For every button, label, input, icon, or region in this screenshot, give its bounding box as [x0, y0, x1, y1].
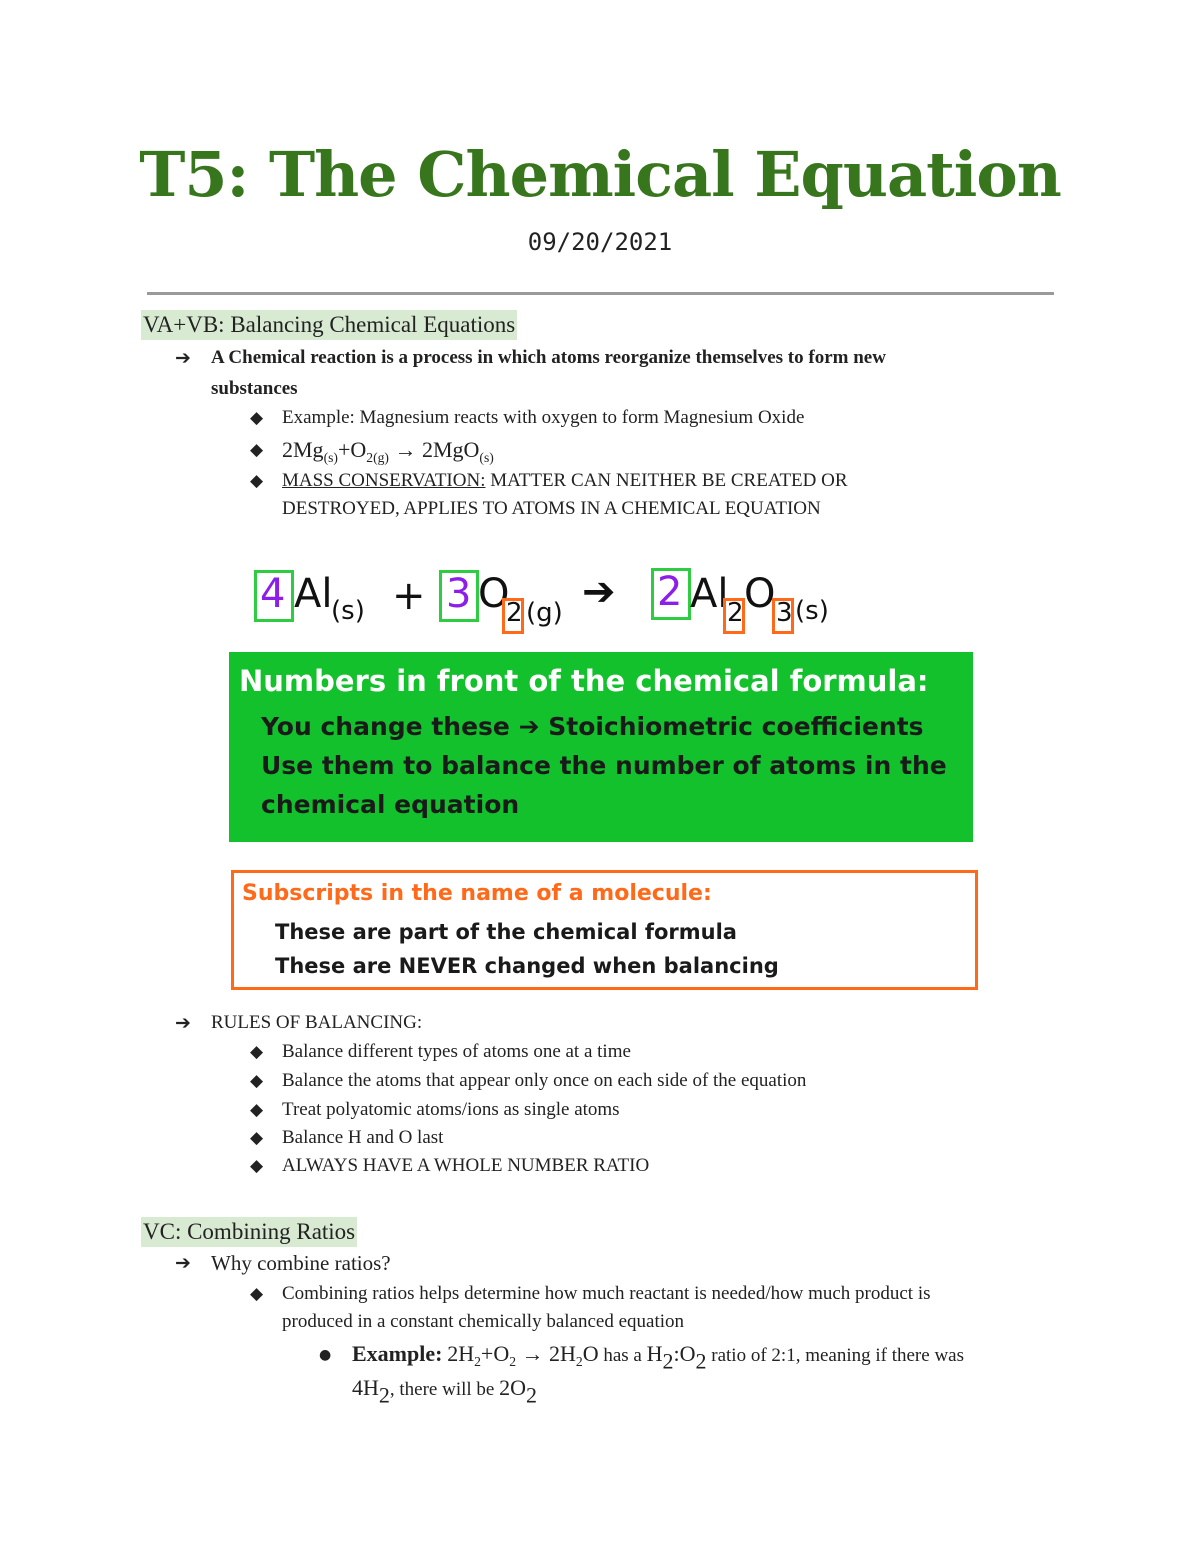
- eq-state: (s): [479, 449, 494, 465]
- arrow-bullet-icon: ➔: [175, 1012, 191, 1034]
- subscripts-callout: [231, 870, 978, 990]
- eq-part: 4H: [352, 1375, 379, 1400]
- eq-plus-o: +O: [337, 437, 367, 462]
- combine-desc-line-2: produced in a constant chemically balanced equation: [282, 1311, 685, 1332]
- combine-question: Why combine ratios?: [211, 1251, 391, 1275]
- rule-item: Treat polyatomic atoms/ions as single atoms: [282, 1099, 620, 1120]
- ratio-o: :O: [673, 1341, 696, 1366]
- example-line-2: [352, 1374, 537, 1408]
- eq-part: → 2H: [516, 1341, 576, 1366]
- callout-line: Use them to balance the number of atoms in the: [261, 751, 947, 780]
- combine-desc-line-1: Combining ratios helps determine how much reactant is needed/how much product is: [282, 1283, 931, 1304]
- example-line-1: [352, 1340, 964, 1374]
- coefficient-4: 4: [260, 571, 286, 617]
- eq-sub: 2: [474, 1353, 481, 1369]
- state-gas: (g): [526, 598, 563, 628]
- subscript-2: 2: [727, 598, 744, 628]
- page-date: 09/20/2021: [527, 228, 673, 256]
- eq-sub: 2: [575, 1353, 583, 1369]
- horizontal-divider: [147, 292, 1054, 295]
- rule-item: Balance H and O last: [282, 1127, 444, 1148]
- section-heading-combining-ratios: VC: Combining Ratios: [141, 1217, 357, 1247]
- coefficient-3: 3: [446, 571, 472, 617]
- example-text: ratio of 2:1, meaning if there was: [706, 1345, 964, 1366]
- eq-sub: 2: [509, 1353, 517, 1369]
- example-line: Example: Magnesium reacts with oxygen to form Magnesium Oxide: [282, 407, 805, 428]
- subscript-3: 3: [776, 598, 793, 628]
- eq-mg: 2Mg: [282, 437, 324, 462]
- callout-line: chemical equation: [261, 790, 520, 819]
- rule-item: Balance the atoms that appear only once on each side of the equation: [282, 1070, 807, 1091]
- eq-sub: 2: [662, 1348, 674, 1374]
- example-eq: [447, 1341, 599, 1369]
- eq-arrow-product: → 2MgO: [388, 437, 480, 462]
- eq-part: O: [582, 1341, 599, 1366]
- callout-text: Stoichiometric coefficients: [539, 712, 924, 741]
- diamond-bullet-icon: ◆: [250, 440, 264, 460]
- diamond-bullet-icon: ◆: [250, 1100, 264, 1120]
- eq-sub: 2: [378, 1382, 390, 1408]
- eq-part: +O: [480, 1341, 510, 1366]
- arrow-bullet-icon: ➔: [175, 1252, 191, 1274]
- rule-item: Balance different types of atoms one at a time: [282, 1041, 631, 1062]
- section-heading-balancing: VA+VB: Balancing Chemical Equations: [141, 310, 517, 340]
- callout-line: These are part of the chemical formula: [275, 920, 737, 944]
- example-label: Example:: [352, 1341, 443, 1366]
- dot-bullet-icon: ●: [319, 1347, 332, 1363]
- mg-equation: [282, 436, 494, 464]
- mass-conservation-label: MASS CONSERVATION:: [282, 470, 486, 491]
- mass-conservation-text: MATTER CAN NEITHER BE CREATED OR: [485, 470, 848, 491]
- rule-item: ALWAYS HAVE A WHOLE NUMBER RATIO: [282, 1155, 650, 1176]
- symbol-al: Al: [690, 571, 729, 617]
- coefficient-2: 2: [657, 569, 683, 615]
- diamond-bullet-icon: ◆: [250, 408, 264, 428]
- diamond-bullet-icon: ◆: [250, 1042, 264, 1062]
- state-solid: (s): [331, 596, 365, 626]
- diamond-bullet-icon: ◆: [250, 1071, 264, 1091]
- ratio-h: H: [646, 1341, 663, 1366]
- callout-heading: Numbers in front of the chemical formula:: [239, 664, 929, 698]
- eq-state: (s): [323, 449, 338, 465]
- eq-sub: 2: [526, 1382, 537, 1408]
- subscript-2: 2: [506, 598, 523, 628]
- eq-part: 2H: [447, 1341, 475, 1366]
- plus-sign: +: [392, 573, 426, 619]
- intro-line-2: substances: [211, 378, 298, 399]
- diamond-bullet-icon: ◆: [250, 1156, 264, 1176]
- rules-heading: RULES OF BALANCING:: [211, 1012, 423, 1033]
- callout-line: These are NEVER changed when balancing: [275, 954, 779, 978]
- callout-heading: Subscripts in the name of a molecule:: [242, 881, 712, 906]
- page-title: T5: The Chemical Equation: [139, 138, 1061, 211]
- symbol-al: Al: [294, 571, 333, 617]
- eq-part: 2O: [499, 1375, 526, 1400]
- arrow-icon: ➔: [518, 712, 540, 741]
- eq-sub: 2: [695, 1348, 707, 1374]
- arrow-bullet-icon: ➔: [175, 347, 191, 369]
- diamond-bullet-icon: ◆: [250, 471, 264, 491]
- mass-conservation-line-2: DESTROYED, APPLIES TO ATOMS IN A CHEMICAL EQUATION: [282, 498, 821, 519]
- callout-line: [261, 712, 923, 741]
- diamond-bullet-icon: ◆: [250, 1128, 264, 1148]
- reaction-arrow-icon: ➔: [582, 569, 616, 615]
- state-solid: (s): [795, 596, 829, 626]
- symbol-o: O: [744, 571, 776, 617]
- intro-line-1: A Chemical reaction is a process in which atoms reorganize themselves to form new: [211, 347, 886, 368]
- coefficients-callout: [229, 652, 973, 842]
- callout-text: You change these: [261, 712, 519, 741]
- mass-conservation-line-1: [282, 467, 848, 495]
- balanced-equation-figure: [0, 560, 1200, 640]
- diamond-bullet-icon: ◆: [250, 1284, 264, 1304]
- eq-sub: 2(g): [366, 449, 389, 465]
- example-text: , there will be: [389, 1379, 500, 1400]
- symbol-o: O: [478, 571, 510, 617]
- example-text: has a: [598, 1345, 647, 1366]
